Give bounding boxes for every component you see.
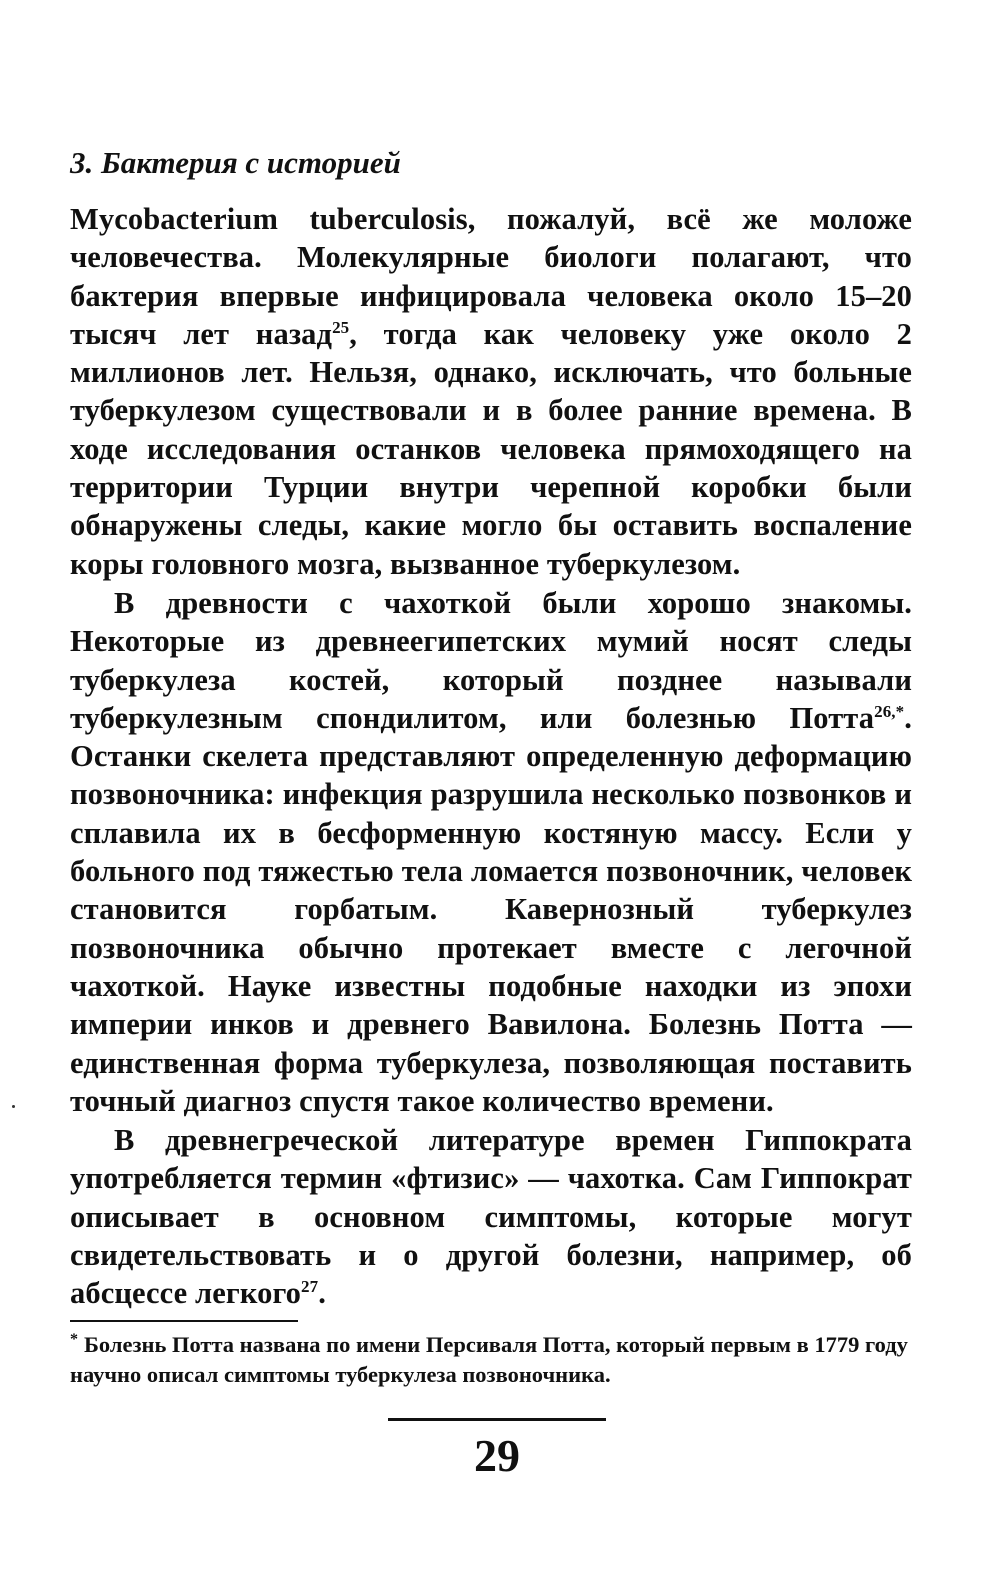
- section-title: 3. Бактерия с историей: [70, 145, 401, 180]
- citation-ref-26: 26,*: [874, 701, 905, 721]
- footnote: [70, 1330, 920, 1390]
- paragraph-2-text-b: . Останки скелета представляют определенную деформацию позвоночника: инфекция разрушила несколько позвонков и сплавила их в бесформенную костяную массу. Если у больного под тяжестью тела ломается позвоночник, человек становится горбатым. Кавернозный туберкулез позвоночника обычно протекает вместе с легочной чахоткой. Науке известны подобные находки из эпохи империи инков и древнего Вавилона. Болезнь Потта — единственная форма туберкулеза, позволяющая поставить точный диагноз спустя такое количество времени.: [70, 700, 912, 1118]
- citation-ref-27: 27: [301, 1277, 319, 1297]
- citation-ref-25: 25: [332, 317, 350, 337]
- paragraph-1-text-a: Mycobacterium tuberculosis, пожалуй, всё же моложе человечества. Молекулярные биологи полагают, что бактерия впервые инфицировала человека около 15–20 тысяч лет назад: [70, 202, 912, 351]
- paragraph-1-text-b: , тогда как человеку уже около 2 миллионов лет. Нельзя, однако, исключать, что больные туберкулезом существовали и в более ранние времена. В ходе исследования останков человека прямоходящего на территории Турции внутри черепной коробки были обнаружены следы, какие могло бы оставить воспаление коры головного мозга, вызванное туберкулезом.: [70, 316, 912, 581]
- page-number-divider: [388, 1418, 606, 1421]
- paragraph-3-text-a: В древнегреческой литературе времен Гиппократа употребляется термин «фтизис» — чахотка. Сам Гиппократ описывает в основном симптомы, которые могут свидетельствовать и о другой болезни, например, об абсцессе легкого: [70, 1123, 912, 1311]
- paragraph-2-text-a: В древности с чахоткой были хорошо знакомы. Некоторые из древнеегипетских мумий носят следы туберкулеза костей, который позднее называли туберкулезным спондилитом, или болезнью Потта: [70, 585, 912, 735]
- scan-speck: [12, 1105, 15, 1108]
- paragraph-3: [70, 1121, 912, 1312]
- footnote-text: Болезнь Потта названа по имени Персиваля Потта, который первым в 1779 году научно описал симптомы туберкулеза позвоночника.: [70, 1332, 908, 1387]
- footnote-mark: *: [70, 1330, 78, 1348]
- paragraph-1: [70, 200, 912, 583]
- paragraph-2: [70, 584, 912, 1120]
- footnote-divider: [70, 1320, 298, 1322]
- body-text: [70, 200, 912, 1313]
- paragraph-3-text-b: .: [318, 1276, 326, 1311]
- page-number: 29: [474, 1430, 520, 1481]
